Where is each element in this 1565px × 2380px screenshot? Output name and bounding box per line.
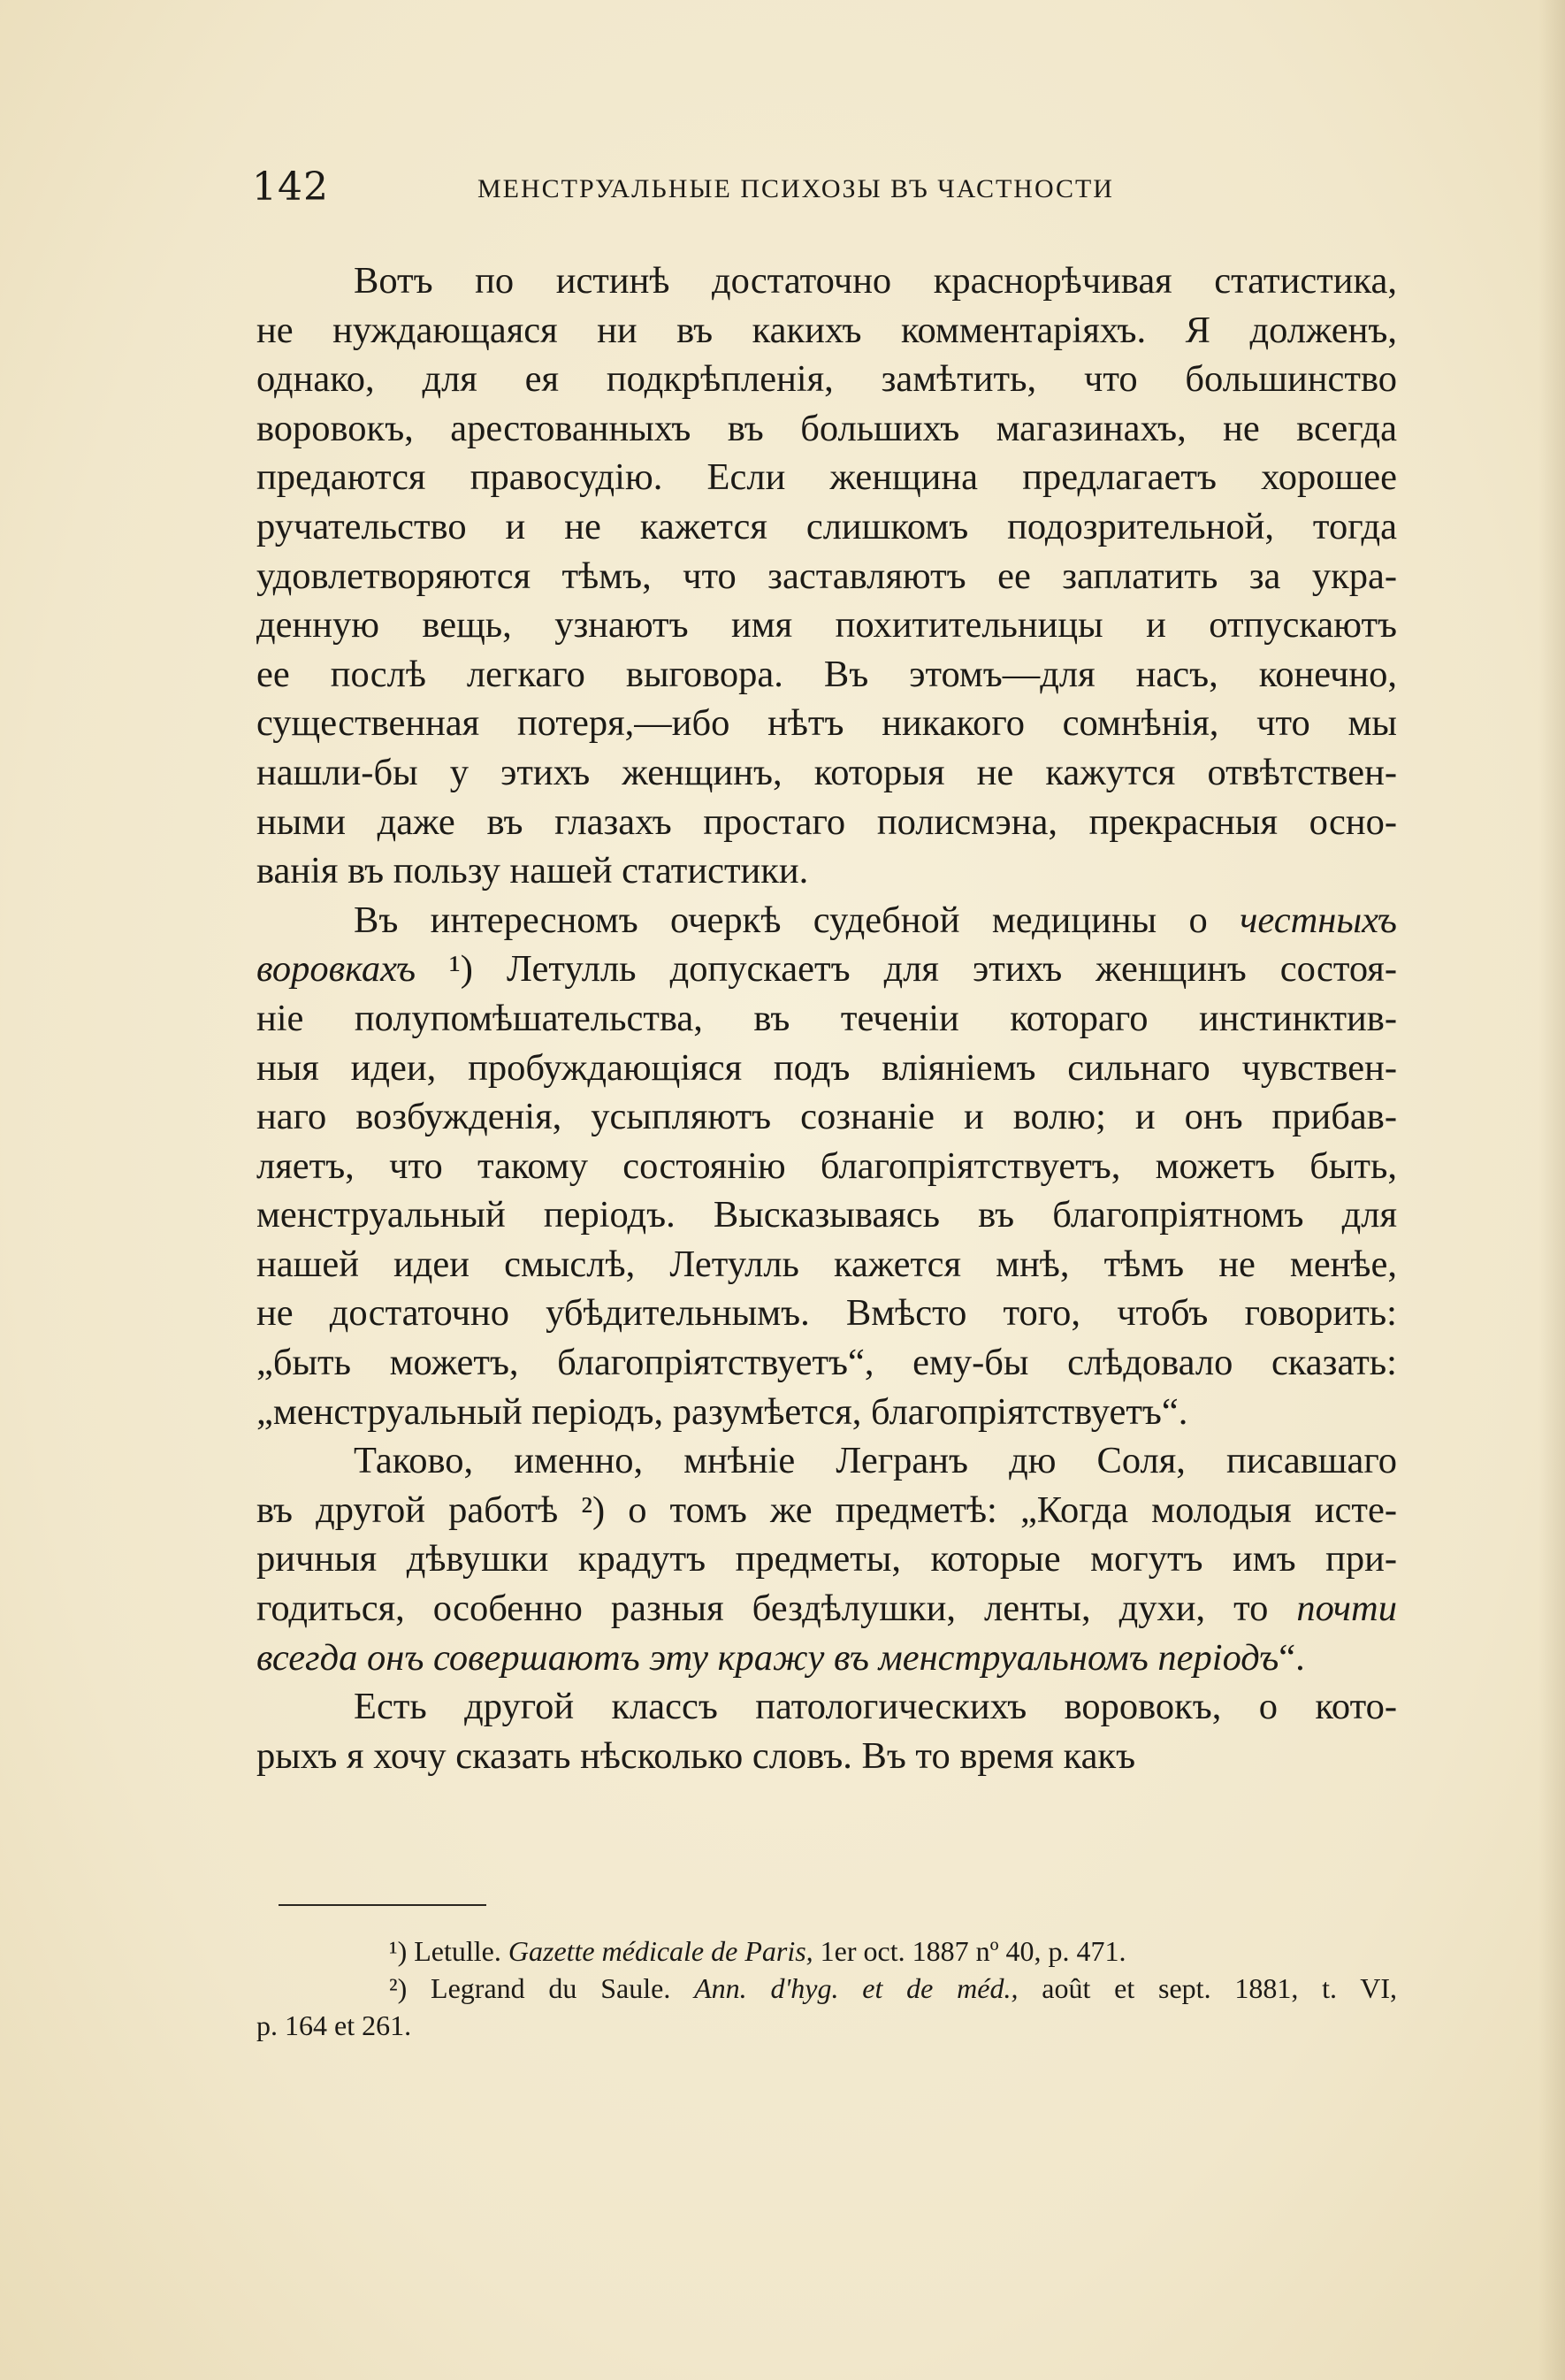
italic-text: Ann. d'hyg. et de méd., [694, 1972, 1019, 2004]
footnote-line [256, 2007, 1397, 2044]
text-line: не нуждающаяся ни въ какихъ комментаріяхъ. Я долженъ, [256, 309, 1397, 351]
text-line: воровокъ, арестованныхъ въ большихъ магазинахъ, не всегда [256, 407, 1397, 449]
text-line: ныя идеи, пробуждающіяся подъ вліяніемъ сильнаго чувствен- [256, 1046, 1397, 1089]
italic-text: почти [1296, 1588, 1397, 1630]
text-line: Есть другой классъ патологическихъ воровокъ, о кото- [354, 1686, 1397, 1728]
text-run: “. [1279, 1636, 1305, 1679]
text-line: ванія въ пользу нашей статистики. [256, 850, 809, 892]
italic-text: Gazette médicale de Paris, [508, 1935, 813, 1967]
page-number: 142 [252, 165, 329, 210]
text-line [256, 1584, 1397, 1634]
paragraph [256, 256, 1397, 896]
text-line: „быть можетъ, благопріятствуетъ“, ему-бы слѣдовало сказать: [256, 1342, 1397, 1384]
text-run: ²) Legrand du Saule. [389, 1972, 695, 2004]
text-line: нашли-бы у этихъ женщинъ, которыя не кажутся отвѣтствен- [256, 751, 1397, 793]
paragraph [256, 896, 1397, 1437]
footnote-line [256, 1970, 1397, 2007]
text-line: въ другой работѣ ²) о томъ же предметѣ: „Когда молодыя истe- [256, 1488, 1397, 1531]
footnote [256, 1932, 1397, 1970]
text-line: однако, для ея подкрѣпленія, замѣтить, что большинство [256, 358, 1397, 401]
text-run: ¹) Letulle. [389, 1935, 508, 1967]
footnote [256, 1970, 1397, 2044]
text-line [256, 1634, 1397, 1683]
italic-text: воровкахъ [256, 948, 416, 991]
italic-text: всегда онъ совершаютъ эту кражу въ менструальномъ періодъ [256, 1636, 1279, 1679]
text-line: наго возбужденія, усыпляютъ сознаніе и волю; и онъ прибав- [256, 1096, 1397, 1138]
footnotes [256, 1932, 1397, 2044]
footnote-line [256, 1932, 1397, 1970]
text-line: Вотъ по истинѣ достаточно краснорѣчивая статистика, [354, 260, 1397, 302]
text-line: удовлетворяются тѣмъ, что заставляютъ ее заплатить за укра- [256, 555, 1397, 597]
text-line: рыхъ я хочу сказать нѣсколько словъ. Въ то время какъ [256, 1734, 1136, 1777]
text-line: нашей идеи смыслѣ, Летулль кажется мнѣ, тѣмъ не менѣе, [256, 1243, 1397, 1285]
text-line: ніе полупомѣшательства, въ теченіи котораго инстинктив- [256, 997, 1397, 1039]
body-text [256, 256, 1397, 1780]
text-line: предаются правосудію. Если женщина предлагаетъ хорошее [256, 456, 1397, 499]
text-line: денную вещь, узнаютъ имя похитительницы и отпускаютъ [256, 604, 1397, 647]
text-line: „менструальный періодъ, разумѣется, благопріятствуетъ“. [256, 1390, 1188, 1433]
text-run: 1er oct. 1887 nº 40, p. 471. [813, 1935, 1126, 1967]
text-line: ее послѣ легкаго выговора. Въ этомъ—для насъ, конечно, [256, 653, 1397, 695]
running-title: МЕНСТРУАЛЬНЫЕ ПСИХОЗЫ ВЪ ЧАСТНОСТИ [477, 174, 1114, 203]
footnote-divider [279, 1904, 486, 1906]
text-line: ными даже въ глазахъ простаго полисмэна, прекрасныя осно- [256, 800, 1397, 843]
text-line: Таково, именно, мнѣніе Легранъ дю Соля, писавшаго [354, 1440, 1397, 1482]
text-line: ричныя дѣвушки крадутъ предметы, которые могутъ имъ при- [256, 1538, 1397, 1580]
italic-text: честныхъ [1240, 899, 1397, 941]
text-run: août et sept. 1881, t. VI, [1018, 1972, 1398, 2004]
text-line [256, 896, 1397, 945]
page-edge-shadow [1538, 0, 1565, 2380]
text-run: годиться, особенно разныя бездѣлушки, ленты, духи, то [256, 1588, 1297, 1630]
page-header [252, 161, 1172, 214]
text-line [256, 945, 1397, 994]
paragraph [256, 1436, 1397, 1682]
paragraph [256, 1682, 1397, 1780]
text-line: существенная потеря,—ибо нѣтъ никакого сомнѣнія, что мы [256, 702, 1397, 745]
text-run: Въ интересномъ очеркѣ судебной медицины о [354, 899, 1241, 941]
text-line: ляетъ, что такому состоянію благопріятствуетъ, можетъ быть, [256, 1144, 1397, 1187]
text-line: не достаточно убѣдительнымъ. Вмѣсто того, чтобъ говорить: [256, 1292, 1397, 1335]
text-line: ручательство и не кажется слишкомъ подозрительной, тогда [256, 505, 1397, 547]
text-run: p. 164 et 261. [256, 2009, 412, 2041]
text-line: менструальный періодъ. Высказываясь въ благопріятномъ для [256, 1194, 1397, 1236]
text-run: ¹) Летулль допускаетъ для этихъ женщинъ состоя- [416, 948, 1397, 991]
